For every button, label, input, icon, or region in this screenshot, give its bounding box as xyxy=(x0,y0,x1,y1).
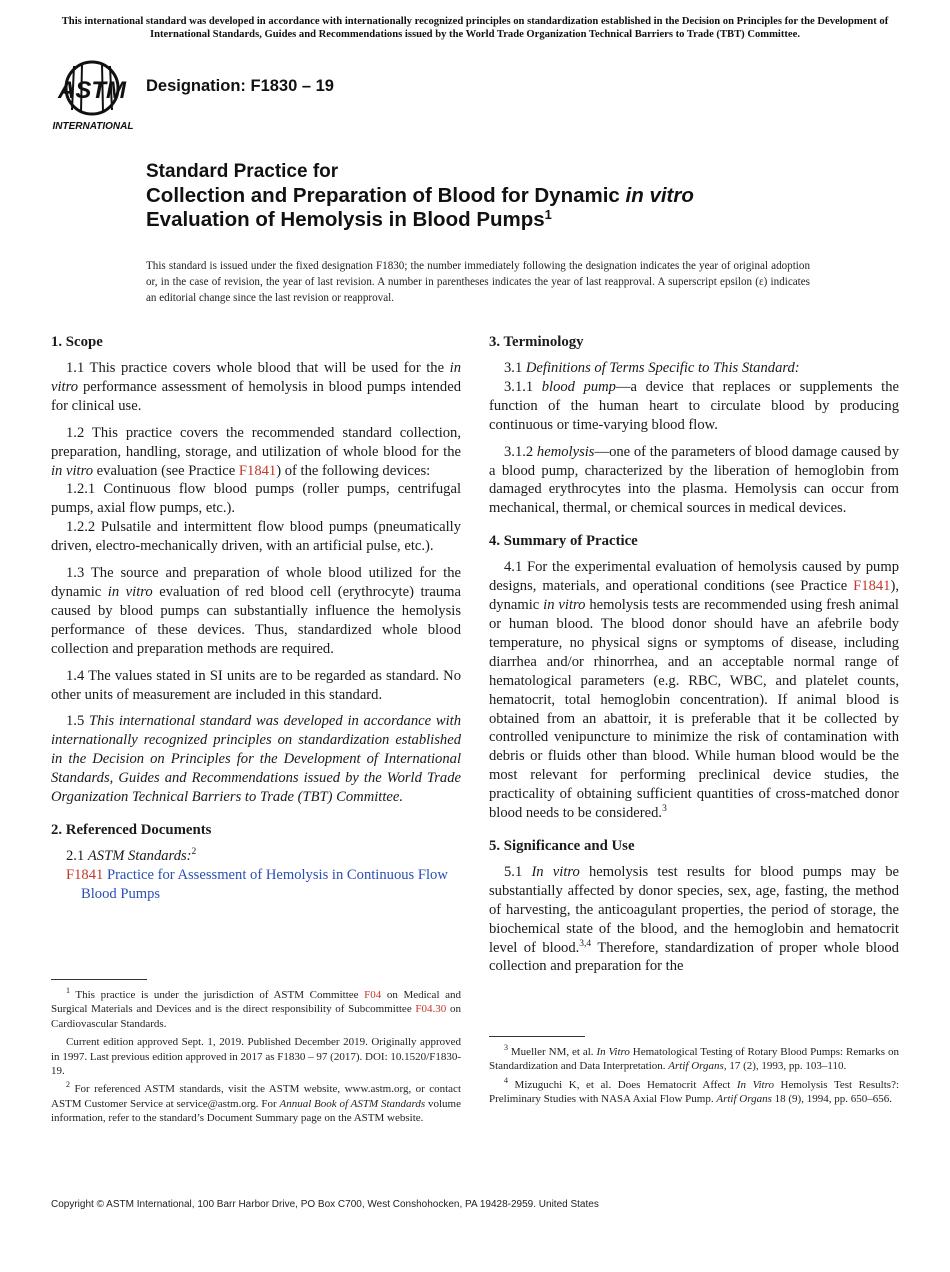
document-title xyxy=(146,160,886,232)
footnote-rule xyxy=(489,1036,585,1037)
footnote-4: $^4$ Mizuguchi K, et al. Does Hematocrit Affect In Vitro Hemolysis Test Results?: Preliminary Studies with NASA Axial Flow Pump. Artif Organs 18 (9), 1994, pp. 650–656. xyxy=(489,1075,900,1106)
footnote-ref[interactable]: 1 xyxy=(544,207,552,222)
paragraph-1-2-1: 1.2.1 Continuous flow blood pumps (roller pumps, centrifugal pumps, axial flow pumps, etc.). xyxy=(51,481,461,517)
paragraph-3-1: 3.1 Definitions of Terms Specific to This Standard: xyxy=(504,360,800,376)
paragraph-3-1-2: 3.1.2 hemolysis—one of the parameters of blood damage caused by a blood pump, characterized by the liberation of hemoglobin from damaged erythrocytes into the plasma. Hemolysis can occur from mechanical, thermal, or chemical sources in medical devices. xyxy=(489,443,899,517)
paragraph-1-2: 1.2 This practice covers the recommended standard collection, preparation, handling, storage, and utilization of whole blood for the in vitro evaluation (see Practice F1841) of the following devices: xyxy=(51,424,461,479)
section-heading-referenced-documents: 2. Referenced Documents xyxy=(51,821,212,838)
paragraph-3-1-1: 3.1.1 blood pump—a device that replaces or supplements the function of the human heart to circulate blood by producing continuous or time-varying blood flow. xyxy=(489,378,899,433)
right-column xyxy=(489,333,899,984)
ref-code[interactable]: F1841 xyxy=(66,866,104,883)
footnote-1: $^1$ This practice is under the jurisdiction of ASTM Committee F04 on Medical and Surgical Materials and Devices and is the direct responsibility of Subcommittee F04.30 on Cardiovascular Standards. xyxy=(51,986,462,1030)
footnote-rule xyxy=(51,979,147,980)
ref-title[interactable]: Practice for Assessment of Hemolysis in Continuous Flow Blood Pumps xyxy=(81,866,448,902)
copyright: Copyright © ASTM International, 100 Barr Harbor Drive, PO Box C700, West Conshohocken, PA 19428-2959. United States xyxy=(51,1199,599,1210)
left-column xyxy=(51,333,461,912)
paragraph-1-2-2: 1.2.2 Pulsatile and intermittent flow blood pumps (pneumatically driven, electro-mechanically driven, with an artificial pulse, etc.). xyxy=(51,519,461,555)
footnote-1-edition: Current edition approved Sept. 1, 2019. Published December 2019. Originally approved in 1997. Last previous edition approved in 2017 as F1830 – 97 (2017). DOI: 10.1520/F1830-19. xyxy=(51,1036,461,1078)
paragraph-2-1: 2.1 ASTM Standards:$^2$ xyxy=(66,846,197,864)
section-heading-scope: 1. Scope xyxy=(51,334,103,350)
section-heading-terminology: 3. Terminology xyxy=(489,334,584,350)
paragraph-1-5: 1.5 This international standard was developed in accordance with internationally recognized principles on standardization established in the Decision on Principles for the Development of International Standards, Guides and Recommendations issued by the World Trade Organization Technical Barriers to Trade (TBT) Committee. xyxy=(51,713,462,806)
paragraph-5-1: 5.1 In vitro hemolysis test results for blood pumps may be substantially affected by donor species, sex, age, fasting, the method of harvesting, the anticoagulant properties, the period of storage, the biochemical state of the blood, and the hemoglobin and hematocrit level of blood.$^{3,4}$ Therefore, standardization of proper whole blood collection and preparation for the xyxy=(489,863,899,975)
footnote-ref[interactable]: 3,4 xyxy=(579,938,592,949)
paragraph-4-1: 4.1 For the experimental evaluation of hemolysis caused by pump designs, materials, and operational conditions (see Practice F1841), dynamic in vitro hemolysis tests are recommended using fresh animal or human blood. The blood donor should have an afebrile body temperature, no physical signs or symptoms of disease, including diarrhea and/or rhinorrhea, and an acceptable normal range of hematological parameters (e.g. RBC, WBC, and platelet counts, hematocrit, total hemoglobin concentration). If animal blood is obtained from an abattoir, it is preferable that it be collected by controlled venipuncture to minimize the risk of contamination with debris or fluids other than blood. While human blood would be the most relevant for performing preclinical device studies, the practicality of obtaining sufficient quantities of cross-matched donor blood needs to be considered.$^3$ xyxy=(489,559,899,822)
logo-text: INTERNATIONAL xyxy=(52,121,134,132)
paragraph-1-3: 1.3 The source and preparation of whole blood utilized for the dynamic in vitro evaluation of red blood cell (erythrocyte) trauma caused by blood pumps can substantially influence the hemolysis performance of these devices. Thus, standardized whole blood collection and preparation methods are required. xyxy=(51,565,461,657)
link-f04-30[interactable]: F04.30 xyxy=(415,1003,447,1016)
astm-logo xyxy=(52,58,134,132)
paragraph-1-1: 1.1 This practice covers whole blood that will be used for the in vitro performance assessment of hemolysis in blood pumps intended for clinical use. xyxy=(51,360,461,414)
reference-f1841[interactable] xyxy=(51,866,461,904)
title-line-2: Collection and Preparation of Blood for Dynamic in vitro xyxy=(146,184,694,207)
footnote-3: $^3$ Mueller NM, et al. In Vitro Hematological Testing of Rotary Blood Pumps: Remarks on Standardization and Data Interpretation. Artif Organs, 17 (2), 1993, pp. 103–110. xyxy=(489,1043,899,1073)
issuance-note: This standard is issued under the fixed designation F1830; the number immediately following the designation indicates the year of original adoption or, in the case of revision, the year of last revision. A number in parentheses indicates the year of last reapproval. A superscript epsilon (ε) indicates an editorial change since the last revision or reapproval. xyxy=(146,260,810,304)
footnotes-right xyxy=(489,1045,899,1111)
section-heading-significance: 5. Significance and Use xyxy=(489,837,635,854)
footnotes-left xyxy=(51,988,461,1130)
section-heading-summary: 4. Summary of Practice xyxy=(489,533,638,550)
footnote-2: $^2$ For referenced ASTM standards, visit the ASTM website, www.astm.org, or contact ASTM Customer Service at service@astm.org. For Annual Book of ASTM Standards volume information, refer to the standard’s Document Summary page on the ASTM website. xyxy=(51,1080,461,1125)
title-line-3: Evaluation of Hemolysis in Blood Pumps$^1$ xyxy=(146,207,552,231)
link-f1841[interactable]: F1841 xyxy=(853,578,891,595)
paragraph-1-4: 1.4 The values stated in SI units are to be regarded as standard. No other units of measurement are included in this standard. xyxy=(51,667,461,703)
designation: Designation: F1830 – 19 xyxy=(146,77,334,95)
link-f1841[interactable]: F1841 xyxy=(238,462,277,479)
top-notice: This international standard was developed in accordance with internationally recognized principles on standardization established in the Decision on Principles for the Development of International Standards, Guides and Recommendations issued by the World Trade Organization Technical Barriers to Trade (TBT) Committee. xyxy=(61,16,889,40)
svg-text:ASTM: ASTM xyxy=(58,77,126,104)
footnote-ref[interactable]: 3 xyxy=(662,804,667,815)
title-line-1: Standard Practice for xyxy=(146,161,339,182)
link-f04[interactable]: F04 xyxy=(364,989,382,1001)
footnote-ref[interactable]: 2 xyxy=(191,846,197,857)
